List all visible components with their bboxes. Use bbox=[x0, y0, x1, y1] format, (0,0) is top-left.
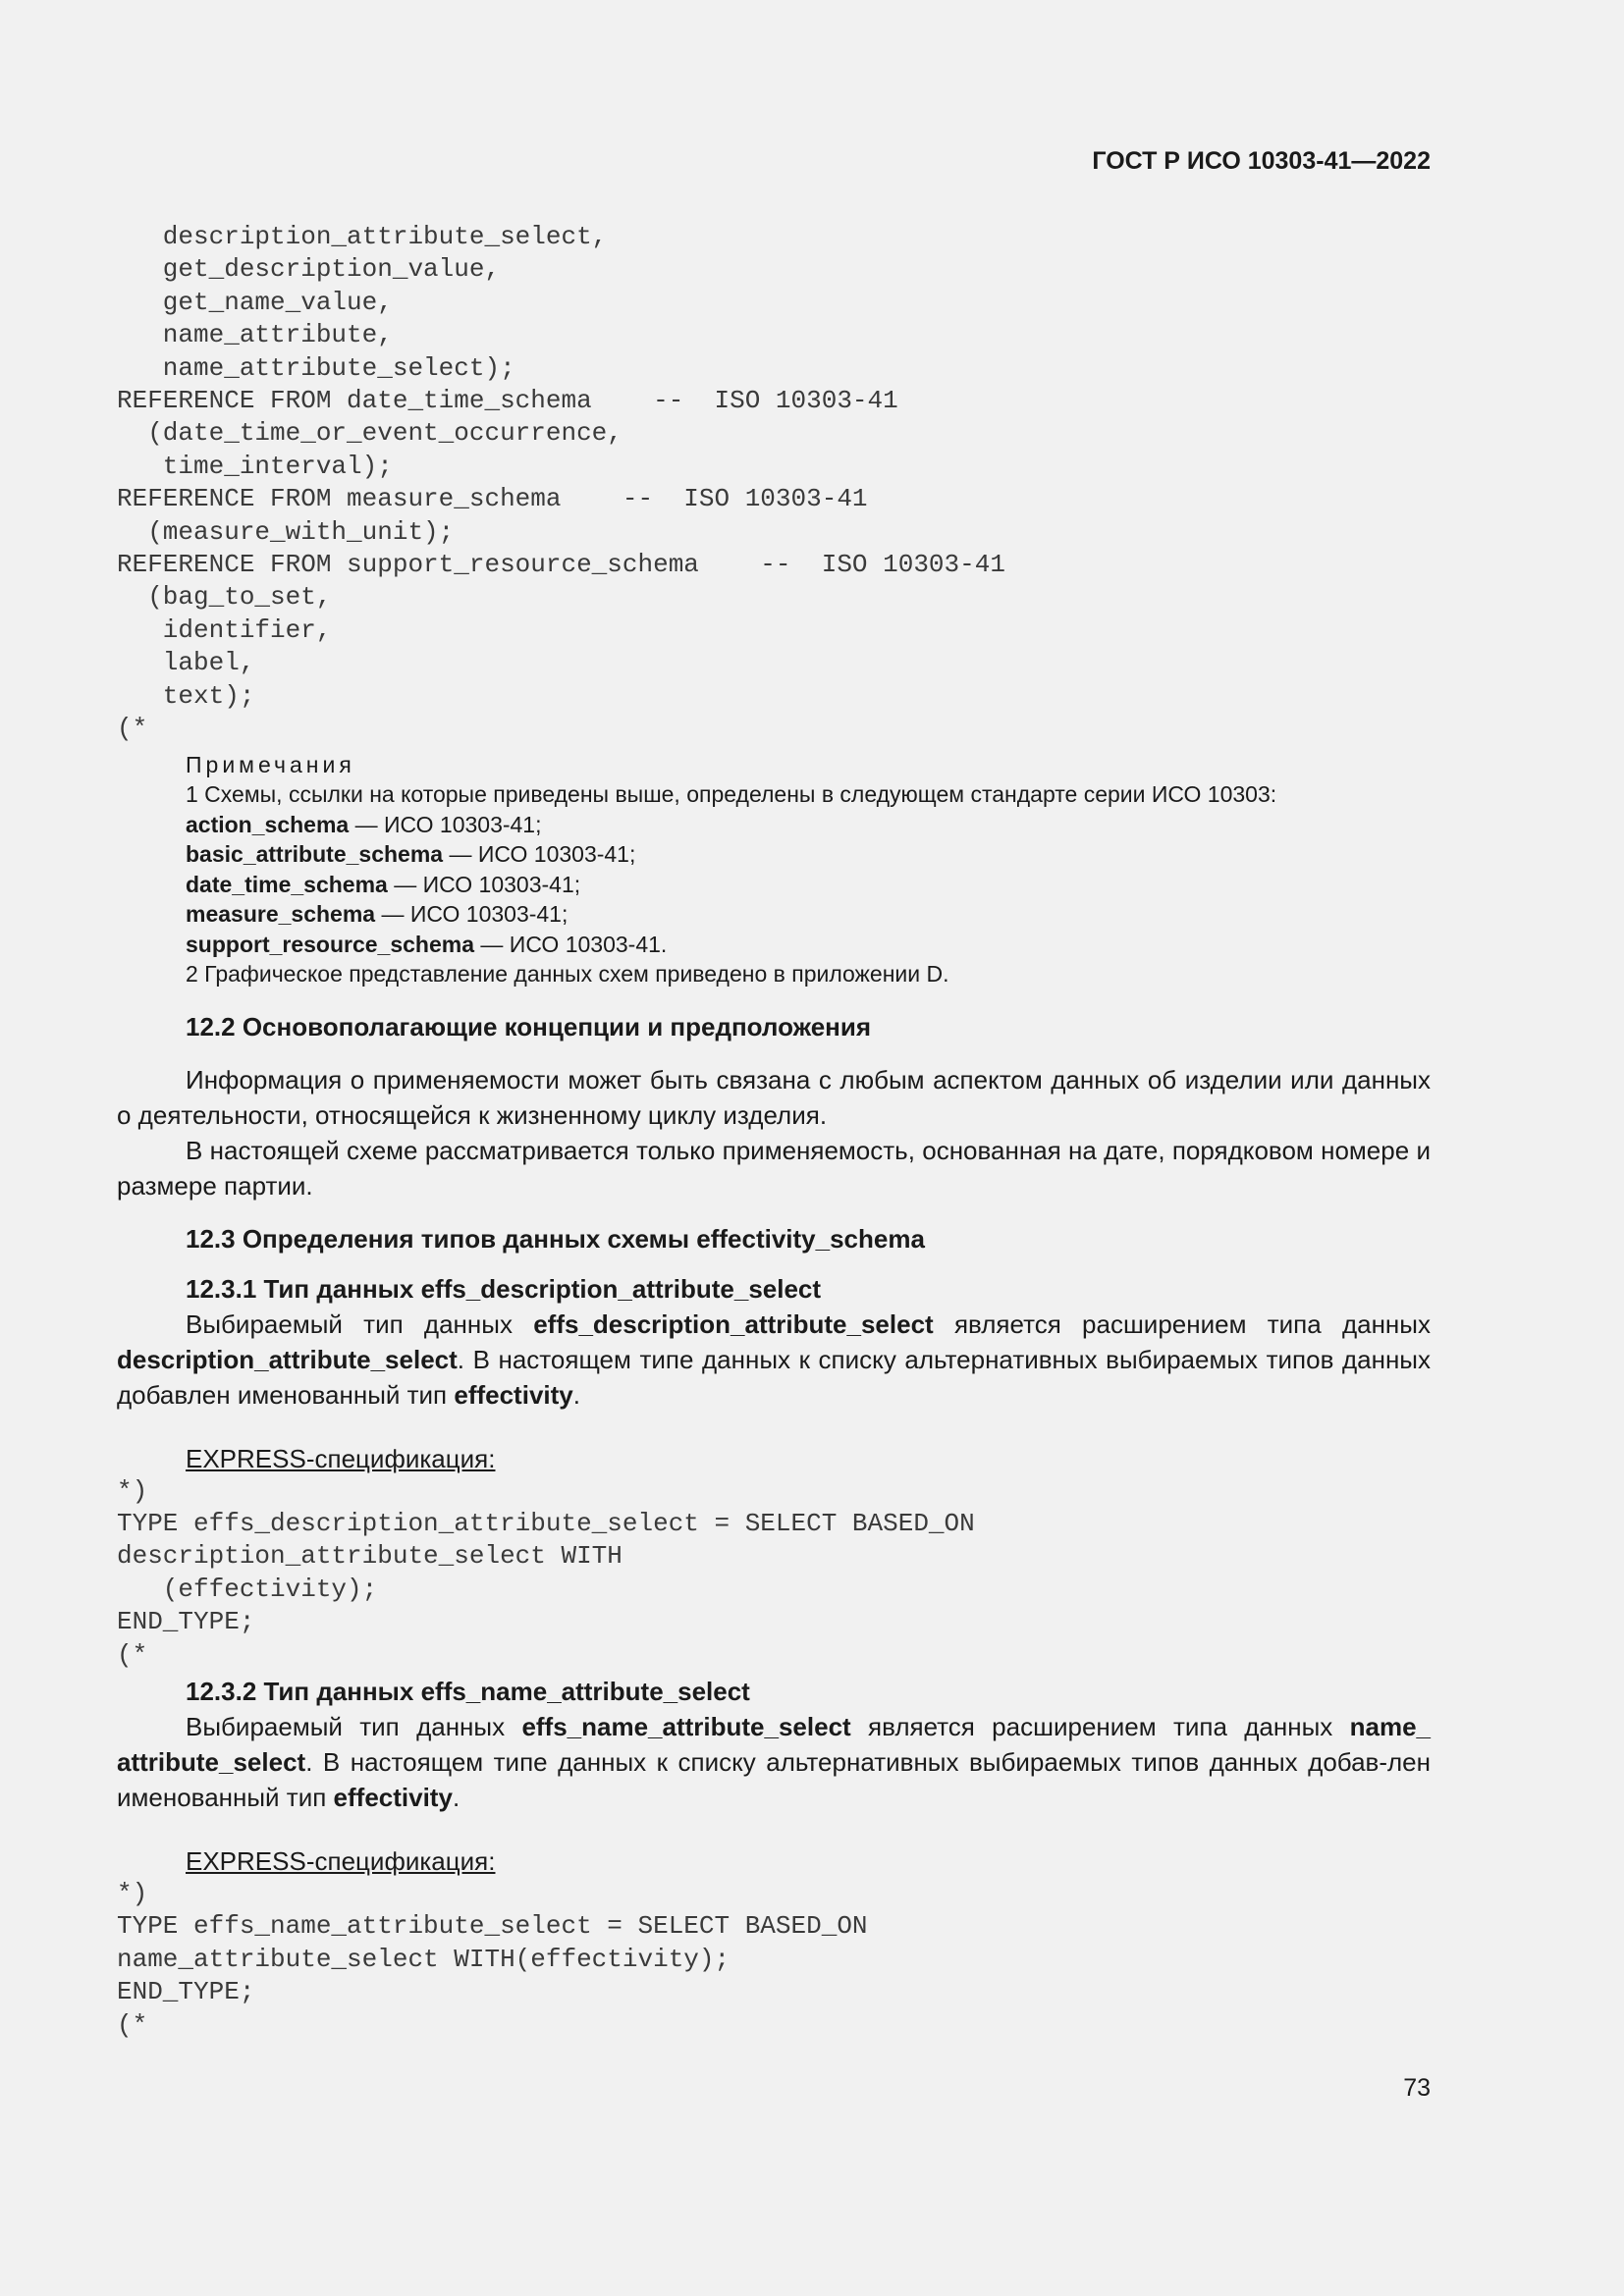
code-line: get_description_value, bbox=[117, 254, 501, 285]
text-run: . В настоящем типе данных к списку альтернативных выбираемых типов данных добавлен именованный тип bbox=[117, 1344, 1431, 1410]
text-run: . В настоящем типе данных к списку альтернативных выбираемых типов данных добав-лен именованный тип bbox=[117, 1746, 1431, 1812]
type-name: effs_description_attribute_select bbox=[533, 1308, 934, 1339]
note-item bbox=[186, 870, 1431, 900]
code-line: label, bbox=[117, 648, 255, 678]
code-line: TYPE effs_name_attribute_select = SELECT BASED_ON bbox=[117, 1911, 868, 1942]
text-run: . bbox=[572, 1379, 580, 1410]
schema-ref: — ИСО 10303-41; bbox=[349, 811, 542, 837]
notes-title: Примечания bbox=[186, 751, 355, 777]
schema-ref: — ИСО 10303-41; bbox=[387, 871, 581, 897]
paragraph: В настоящей схеме рассматривается только применяемость, основанная на дате, порядковом номере и размере партии. bbox=[117, 1135, 1431, 1201]
schema-name: measure_schema bbox=[186, 901, 376, 927]
code-line: (measure_with_unit); bbox=[117, 516, 455, 547]
page-content bbox=[117, 221, 1431, 2042]
schema-ref: — ИСО 10303-41; bbox=[443, 841, 636, 867]
note-text: 1 Схемы, ссылки на которые приведены выше, определены в следующем стандарте серии ИСО 10303: bbox=[186, 781, 1277, 807]
note-item bbox=[186, 810, 1431, 840]
text-run: Выбираемый тип данных bbox=[186, 1711, 522, 1741]
code-line: (bag_to_set, bbox=[117, 582, 332, 613]
code-line: *) bbox=[117, 1878, 148, 1908]
code-line: REFERENCE FROM measure_schema -- ISO 10303-41 bbox=[117, 484, 868, 514]
code-line: REFERENCE FROM support_resource_schema -- ISO 10303-41 bbox=[117, 550, 1005, 580]
code-block bbox=[117, 1878, 1431, 2042]
express-spec-label: EXPRESS-спецификация: bbox=[186, 1443, 496, 1473]
page-number: 73 bbox=[1403, 2074, 1431, 2102]
code-line: (* bbox=[117, 2009, 148, 2040]
note-item bbox=[186, 899, 1431, 930]
code-line: REFERENCE FROM date_time_schema -- ISO 10303-41 bbox=[117, 386, 898, 416]
schema-ref: — ИСО 10303-41. bbox=[474, 931, 668, 957]
code-line: description_attribute_select WITH bbox=[117, 1541, 623, 1572]
text-run: . bbox=[452, 1782, 460, 1812]
schema-name: date_time_schema bbox=[186, 871, 388, 897]
code-line: time_interval); bbox=[117, 451, 393, 481]
subsection-heading: 12.3.2 Тип данных effs_name_attribute_select bbox=[186, 1676, 750, 1706]
text-run: является расширением типа данных bbox=[850, 1711, 1350, 1741]
type-name: effectivity bbox=[454, 1379, 573, 1410]
schema-name: support_resource_schema bbox=[186, 931, 475, 957]
code-line: name_attribute_select); bbox=[117, 352, 515, 383]
subsection-heading: 12.3.1 Тип данных effs_description_attribute_select bbox=[186, 1273, 822, 1304]
code-line: END_TYPE; bbox=[117, 1607, 255, 1637]
code-line: (effectivity); bbox=[117, 1574, 378, 1604]
note-text: 2 Графическое представление данных схем приведено в приложении D. bbox=[186, 961, 949, 987]
paragraph bbox=[117, 1307, 1431, 1413]
code-line: END_TYPE; bbox=[117, 1977, 255, 2007]
code-line: (date_time_or_event_occurrence, bbox=[117, 418, 623, 449]
notes-block bbox=[186, 750, 1431, 989]
schema-name: action_schema bbox=[186, 811, 350, 837]
code-line: text); bbox=[117, 680, 255, 711]
code-line: identifier, bbox=[117, 614, 332, 645]
code-line: name_attribute, bbox=[117, 320, 393, 350]
code-line: (* bbox=[117, 1639, 148, 1670]
code-line: TYPE effs_description_attribute_select = SELECT BASED_ON bbox=[117, 1508, 975, 1538]
text-run: Выбираемый тип данных bbox=[186, 1308, 534, 1339]
type-name: effs_name_attribute_select bbox=[521, 1711, 851, 1741]
text-run: является расширением типа данных bbox=[933, 1308, 1431, 1339]
paragraph: Информация о применяемости может быть связана с любым аспектом данных об изделии или данных о деятельности, относящейся к жизненному циклу изделия. bbox=[117, 1064, 1431, 1130]
note-item bbox=[186, 839, 1431, 870]
express-spec-label: EXPRESS-спецификация: bbox=[186, 1845, 496, 1876]
type-name: name_ attribute_select bbox=[117, 1711, 1431, 1777]
code-line: *) bbox=[117, 1475, 148, 1506]
schema-name: basic_attribute_schema bbox=[186, 841, 444, 867]
type-name: description_attribute_select bbox=[117, 1344, 458, 1374]
document-header: ГОСТ Р ИСО 10303-41—2022 bbox=[1092, 147, 1431, 175]
section-heading: 12.2 Основополагающие концепции и предположения bbox=[186, 1011, 872, 1041]
code-block bbox=[117, 221, 1431, 746]
code-line: (* bbox=[117, 714, 148, 744]
code-line: get_name_value, bbox=[117, 287, 393, 317]
code-block bbox=[117, 1475, 1431, 1672]
type-name: effectivity bbox=[333, 1782, 453, 1812]
code-line: name_attribute_select WITH(effectivity); bbox=[117, 1944, 731, 1974]
schema-ref: — ИСО 10303-41; bbox=[375, 901, 568, 927]
code-line: description_attribute_select, bbox=[117, 222, 608, 251]
section-heading: 12.3 Определения типов данных схемы effectivity_schema bbox=[186, 1223, 925, 1254]
paragraph bbox=[117, 1709, 1431, 1815]
note-item bbox=[186, 930, 1431, 960]
